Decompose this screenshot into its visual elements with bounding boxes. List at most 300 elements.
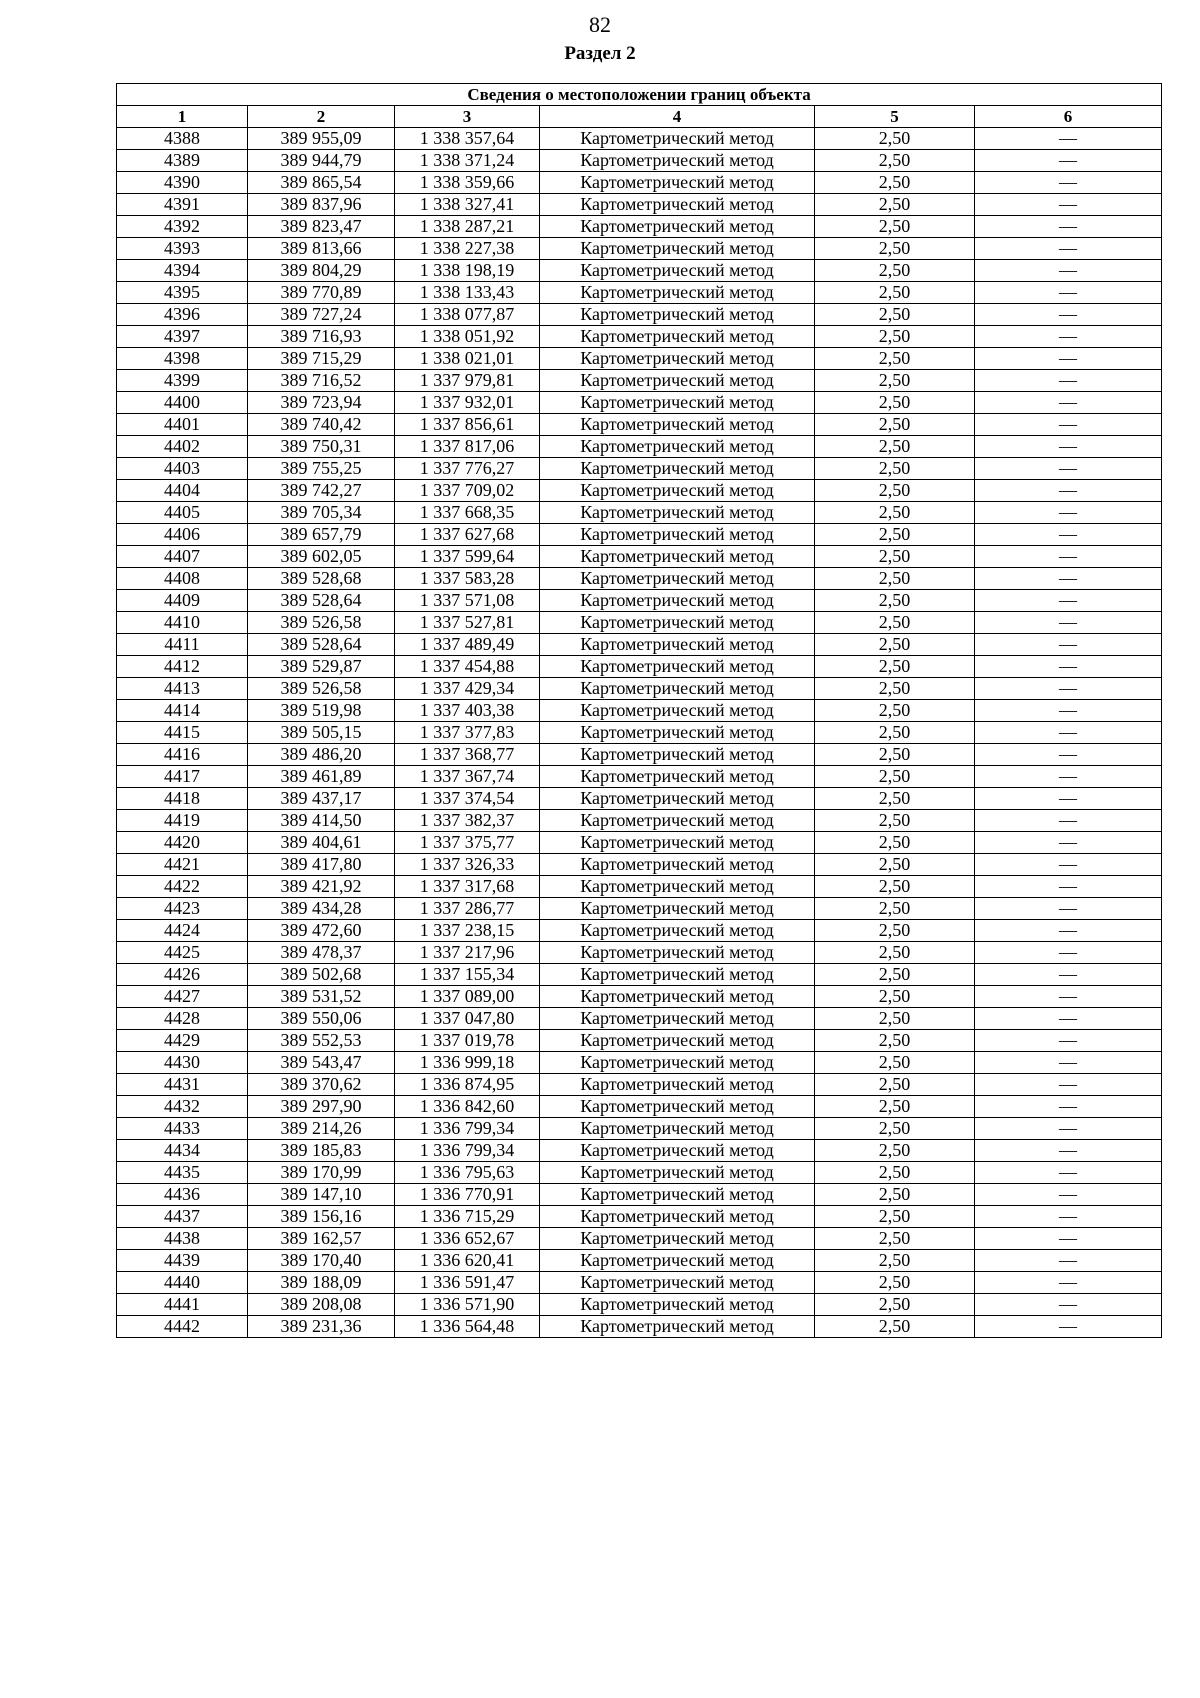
description-cell: — (975, 326, 1162, 348)
x-coordinate-cell: 389 770,89 (248, 282, 395, 304)
method-cell: Картометрический метод (540, 524, 815, 546)
description-cell: — (975, 1316, 1162, 1338)
method-cell: Картометрический метод (540, 1184, 815, 1206)
method-cell: Картометрический метод (540, 568, 815, 590)
x-coordinate-cell: 389 755,25 (248, 458, 395, 480)
description-cell: — (975, 458, 1162, 480)
description-cell: — (975, 150, 1162, 172)
point-number-cell: 4390 (117, 172, 248, 194)
x-coordinate-cell: 389 231,36 (248, 1316, 395, 1338)
x-coordinate-cell: 389 526,58 (248, 678, 395, 700)
x-coordinate-cell: 389 955,09 (248, 128, 395, 150)
precision-cell: 2,50 (815, 194, 975, 216)
precision-cell: 2,50 (815, 348, 975, 370)
description-cell: — (975, 1250, 1162, 1272)
x-coordinate-cell: 389 162,57 (248, 1228, 395, 1250)
precision-cell: 2,50 (815, 1074, 975, 1096)
method-cell: Картометрический метод (540, 546, 815, 568)
table-row (117, 920, 1162, 942)
point-number-cell: 4437 (117, 1206, 248, 1228)
method-cell: Картометрический метод (540, 414, 815, 436)
description-cell: — (975, 238, 1162, 260)
point-number-cell: 4412 (117, 656, 248, 678)
table-row (117, 392, 1162, 414)
method-cell: Картометрический метод (540, 612, 815, 634)
point-number-cell: 4434 (117, 1140, 248, 1162)
y-coordinate-cell: 1 338 198,19 (395, 260, 540, 282)
precision-cell: 2,50 (815, 1008, 975, 1030)
y-coordinate-cell: 1 337 375,77 (395, 832, 540, 854)
table-row (117, 678, 1162, 700)
point-number-cell: 4426 (117, 964, 248, 986)
method-cell: Картометрический метод (540, 1294, 815, 1316)
page-number: 82 (589, 12, 611, 37)
method-cell: Картометрический метод (540, 1206, 815, 1228)
point-number-cell: 4424 (117, 920, 248, 942)
x-coordinate-cell: 389 804,29 (248, 260, 395, 282)
x-coordinate-cell: 389 147,10 (248, 1184, 395, 1206)
table-row (117, 700, 1162, 722)
table-row (117, 1030, 1162, 1052)
y-coordinate-cell: 1 336 874,95 (395, 1074, 540, 1096)
x-coordinate-cell: 389 528,64 (248, 590, 395, 612)
description-cell: — (975, 414, 1162, 436)
x-coordinate-cell: 389 750,31 (248, 436, 395, 458)
precision-cell: 2,50 (815, 876, 975, 898)
description-cell: — (975, 766, 1162, 788)
y-coordinate-cell: 1 336 652,67 (395, 1228, 540, 1250)
description-cell: — (975, 634, 1162, 656)
table-row (117, 634, 1162, 656)
point-number-cell: 4435 (117, 1162, 248, 1184)
method-cell: Картометрический метод (540, 282, 815, 304)
table-row (117, 502, 1162, 524)
description-cell: — (975, 304, 1162, 326)
y-coordinate-cell: 1 338 371,24 (395, 150, 540, 172)
y-coordinate-cell: 1 336 715,29 (395, 1206, 540, 1228)
y-coordinate-cell: 1 337 019,78 (395, 1030, 540, 1052)
table-row (117, 1008, 1162, 1030)
method-cell: Картометрический метод (540, 1316, 815, 1338)
method-cell: Картометрический метод (540, 964, 815, 986)
table-row (117, 150, 1162, 172)
y-coordinate-cell: 1 337 374,54 (395, 788, 540, 810)
precision-cell: 2,50 (815, 832, 975, 854)
point-number-cell: 4430 (117, 1052, 248, 1074)
x-coordinate-cell: 389 716,93 (248, 326, 395, 348)
precision-cell: 2,50 (815, 1052, 975, 1074)
point-number-cell: 4396 (117, 304, 248, 326)
y-coordinate-cell: 1 338 077,87 (395, 304, 540, 326)
description-cell: — (975, 194, 1162, 216)
y-coordinate-cell: 1 337 217,96 (395, 942, 540, 964)
point-number-cell: 4425 (117, 942, 248, 964)
precision-cell: 2,50 (815, 986, 975, 1008)
method-cell: Картометрический метод (540, 502, 815, 524)
method-cell: Картометрический метод (540, 238, 815, 260)
column-header: 6 (975, 106, 1162, 128)
y-coordinate-cell: 1 337 668,35 (395, 502, 540, 524)
y-coordinate-cell: 1 337 599,64 (395, 546, 540, 568)
x-coordinate-cell: 389 837,96 (248, 194, 395, 216)
table-row (117, 260, 1162, 282)
x-coordinate-cell: 389 170,99 (248, 1162, 395, 1184)
y-coordinate-cell: 1 337 317,68 (395, 876, 540, 898)
description-cell: — (975, 590, 1162, 612)
table-row (117, 128, 1162, 150)
x-coordinate-cell: 389 543,47 (248, 1052, 395, 1074)
column-header: 4 (540, 106, 815, 128)
y-coordinate-cell: 1 337 286,77 (395, 898, 540, 920)
description-cell: — (975, 612, 1162, 634)
x-coordinate-cell: 389 502,68 (248, 964, 395, 986)
table-caption-row (117, 84, 1162, 106)
x-coordinate-cell: 389 865,54 (248, 172, 395, 194)
precision-cell: 2,50 (815, 216, 975, 238)
y-coordinate-cell: 1 338 287,21 (395, 216, 540, 238)
description-cell: — (975, 854, 1162, 876)
y-coordinate-cell: 1 337 382,37 (395, 810, 540, 832)
table-row (117, 986, 1162, 1008)
y-coordinate-cell: 1 336 795,63 (395, 1162, 540, 1184)
point-number-cell: 4440 (117, 1272, 248, 1294)
precision-cell: 2,50 (815, 1228, 975, 1250)
y-coordinate-cell: 1 338 357,64 (395, 128, 540, 150)
method-cell: Картометрический метод (540, 348, 815, 370)
precision-cell: 2,50 (815, 436, 975, 458)
precision-cell: 2,50 (815, 722, 975, 744)
y-coordinate-cell: 1 338 359,66 (395, 172, 540, 194)
precision-cell: 2,50 (815, 612, 975, 634)
precision-cell: 2,50 (815, 238, 975, 260)
description-cell: — (975, 810, 1162, 832)
description-cell: — (975, 524, 1162, 546)
y-coordinate-cell: 1 336 564,48 (395, 1316, 540, 1338)
x-coordinate-cell: 389 486,20 (248, 744, 395, 766)
y-coordinate-cell: 1 337 368,77 (395, 744, 540, 766)
method-cell: Картометрический метод (540, 876, 815, 898)
y-coordinate-cell: 1 337 627,68 (395, 524, 540, 546)
description-cell: — (975, 1096, 1162, 1118)
precision-cell: 2,50 (815, 920, 975, 942)
precision-cell: 2,50 (815, 480, 975, 502)
method-cell: Картометрический метод (540, 304, 815, 326)
method-cell: Картометрический метод (540, 854, 815, 876)
description-cell: — (975, 1206, 1162, 1228)
point-number-cell: 4399 (117, 370, 248, 392)
method-cell: Картометрический метод (540, 172, 815, 194)
x-coordinate-cell: 389 657,79 (248, 524, 395, 546)
precision-cell: 2,50 (815, 634, 975, 656)
x-coordinate-cell: 389 505,15 (248, 722, 395, 744)
point-number-cell: 4392 (117, 216, 248, 238)
description-cell: — (975, 1140, 1162, 1162)
description-cell: — (975, 1184, 1162, 1206)
table-row (117, 942, 1162, 964)
table-row (117, 216, 1162, 238)
description-cell: — (975, 348, 1162, 370)
description-cell: — (975, 282, 1162, 304)
description-cell: — (975, 436, 1162, 458)
method-cell: Картометрический метод (540, 700, 815, 722)
precision-cell: 2,50 (815, 898, 975, 920)
point-number-cell: 4402 (117, 436, 248, 458)
method-cell: Картометрический метод (540, 1008, 815, 1030)
point-number-cell: 4397 (117, 326, 248, 348)
y-coordinate-cell: 1 337 367,74 (395, 766, 540, 788)
x-coordinate-cell: 389 461,89 (248, 766, 395, 788)
point-number-cell: 4420 (117, 832, 248, 854)
method-cell: Картометрический метод (540, 1162, 815, 1184)
precision-cell: 2,50 (815, 172, 975, 194)
table-row (117, 832, 1162, 854)
point-number-cell: 4442 (117, 1316, 248, 1338)
table-row (117, 854, 1162, 876)
method-cell: Картометрический метод (540, 634, 815, 656)
x-coordinate-cell: 389 727,24 (248, 304, 395, 326)
table-row (117, 480, 1162, 502)
table-row (117, 172, 1162, 194)
x-coordinate-cell: 389 813,66 (248, 238, 395, 260)
description-cell: — (975, 1008, 1162, 1030)
method-cell: Картометрический метод (540, 480, 815, 502)
y-coordinate-cell: 1 337 583,28 (395, 568, 540, 590)
point-number-cell: 4394 (117, 260, 248, 282)
table-row (117, 1118, 1162, 1140)
precision-cell: 2,50 (815, 414, 975, 436)
table-row (117, 612, 1162, 634)
table-row (117, 656, 1162, 678)
point-number-cell: 4428 (117, 1008, 248, 1030)
table-row (117, 458, 1162, 480)
table-row (117, 414, 1162, 436)
x-coordinate-cell: 389 297,90 (248, 1096, 395, 1118)
table-row (117, 1272, 1162, 1294)
x-coordinate-cell: 389 742,27 (248, 480, 395, 502)
description-cell: — (975, 986, 1162, 1008)
y-coordinate-cell: 1 337 047,80 (395, 1008, 540, 1030)
precision-cell: 2,50 (815, 1294, 975, 1316)
description-cell: — (975, 546, 1162, 568)
y-coordinate-cell: 1 338 051,92 (395, 326, 540, 348)
method-cell: Картометрический метод (540, 1228, 815, 1250)
precision-cell: 2,50 (815, 700, 975, 722)
table-row (117, 1140, 1162, 1162)
description-cell: — (975, 898, 1162, 920)
boundary-coordinates-table (116, 83, 1162, 1338)
description-cell: — (975, 480, 1162, 502)
method-cell: Картометрический метод (540, 150, 815, 172)
table-body (117, 128, 1162, 1338)
description-cell: — (975, 700, 1162, 722)
point-number-cell: 4414 (117, 700, 248, 722)
section-title: Раздел 2 (564, 43, 636, 64)
point-number-cell: 4395 (117, 282, 248, 304)
point-number-cell: 4413 (117, 678, 248, 700)
y-coordinate-cell: 1 338 021,01 (395, 348, 540, 370)
precision-cell: 2,50 (815, 502, 975, 524)
column-header: 2 (248, 106, 395, 128)
y-coordinate-cell: 1 337 979,81 (395, 370, 540, 392)
method-cell: Картометрический метод (540, 370, 815, 392)
y-coordinate-cell: 1 337 527,81 (395, 612, 540, 634)
y-coordinate-cell: 1 336 571,90 (395, 1294, 540, 1316)
method-cell: Картометрический метод (540, 128, 815, 150)
x-coordinate-cell: 389 208,08 (248, 1294, 395, 1316)
description-cell: — (975, 1052, 1162, 1074)
description-cell: — (975, 392, 1162, 414)
description-cell: — (975, 1228, 1162, 1250)
precision-cell: 2,50 (815, 1250, 975, 1272)
x-coordinate-cell: 389 170,40 (248, 1250, 395, 1272)
x-coordinate-cell: 389 434,28 (248, 898, 395, 920)
table-row (117, 1250, 1162, 1272)
point-number-cell: 4431 (117, 1074, 248, 1096)
precision-cell: 2,50 (815, 150, 975, 172)
method-cell: Картометрический метод (540, 656, 815, 678)
x-coordinate-cell: 389 437,17 (248, 788, 395, 810)
y-coordinate-cell: 1 336 620,41 (395, 1250, 540, 1272)
method-cell: Картометрический метод (540, 326, 815, 348)
point-number-cell: 4407 (117, 546, 248, 568)
description-cell: — (975, 832, 1162, 854)
point-number-cell: 4398 (117, 348, 248, 370)
precision-cell: 2,50 (815, 678, 975, 700)
y-coordinate-cell: 1 337 377,83 (395, 722, 540, 744)
table-row (117, 744, 1162, 766)
y-coordinate-cell: 1 337 326,33 (395, 854, 540, 876)
description-cell: — (975, 744, 1162, 766)
x-coordinate-cell: 389 823,47 (248, 216, 395, 238)
point-number-cell: 4417 (117, 766, 248, 788)
method-cell: Картометрический метод (540, 1096, 815, 1118)
point-number-cell: 4409 (117, 590, 248, 612)
x-coordinate-cell: 389 472,60 (248, 920, 395, 942)
table-row (117, 1228, 1162, 1250)
point-number-cell: 4389 (117, 150, 248, 172)
point-number-cell: 4415 (117, 722, 248, 744)
table-row (117, 1096, 1162, 1118)
x-coordinate-cell: 389 529,87 (248, 656, 395, 678)
table-row (117, 568, 1162, 590)
precision-cell: 2,50 (815, 1316, 975, 1338)
method-cell: Картометрический метод (540, 1272, 815, 1294)
y-coordinate-cell: 1 337 454,88 (395, 656, 540, 678)
method-cell: Картометрический метод (540, 1118, 815, 1140)
point-number-cell: 4416 (117, 744, 248, 766)
x-coordinate-cell: 389 528,68 (248, 568, 395, 590)
point-number-cell: 4401 (117, 414, 248, 436)
precision-cell: 2,50 (815, 942, 975, 964)
column-header: 1 (117, 106, 248, 128)
precision-cell: 2,50 (815, 1184, 975, 1206)
y-coordinate-cell: 1 337 089,00 (395, 986, 540, 1008)
y-coordinate-cell: 1 336 842,60 (395, 1096, 540, 1118)
x-coordinate-cell: 389 740,42 (248, 414, 395, 436)
table-row (117, 876, 1162, 898)
point-number-cell: 4419 (117, 810, 248, 832)
precision-cell: 2,50 (815, 590, 975, 612)
point-number-cell: 4429 (117, 1030, 248, 1052)
point-number-cell: 4418 (117, 788, 248, 810)
precision-cell: 2,50 (815, 1206, 975, 1228)
description-cell: — (975, 568, 1162, 590)
point-number-cell: 4404 (117, 480, 248, 502)
x-coordinate-cell: 389 214,26 (248, 1118, 395, 1140)
description-cell: — (975, 1272, 1162, 1294)
point-number-cell: 4393 (117, 238, 248, 260)
x-coordinate-cell: 389 188,09 (248, 1272, 395, 1294)
table-row (117, 326, 1162, 348)
column-header: 3 (395, 106, 540, 128)
method-cell: Картометрический метод (540, 392, 815, 414)
precision-cell: 2,50 (815, 546, 975, 568)
point-number-cell: 4391 (117, 194, 248, 216)
description-cell: — (975, 260, 1162, 282)
method-cell: Картометрический метод (540, 744, 815, 766)
precision-cell: 2,50 (815, 744, 975, 766)
x-coordinate-cell: 389 421,92 (248, 876, 395, 898)
description-cell: — (975, 172, 1162, 194)
x-coordinate-cell: 389 723,94 (248, 392, 395, 414)
method-cell: Картометрический метод (540, 898, 815, 920)
table-row (117, 964, 1162, 986)
y-coordinate-cell: 1 338 327,41 (395, 194, 540, 216)
precision-cell: 2,50 (815, 282, 975, 304)
x-coordinate-cell: 389 528,64 (248, 634, 395, 656)
precision-cell: 2,50 (815, 854, 975, 876)
table-row (117, 722, 1162, 744)
table-row (117, 766, 1162, 788)
point-number-cell: 4423 (117, 898, 248, 920)
x-coordinate-cell: 389 404,61 (248, 832, 395, 854)
table-row (117, 898, 1162, 920)
description-cell: — (975, 876, 1162, 898)
precision-cell: 2,50 (815, 392, 975, 414)
description-cell: — (975, 1162, 1162, 1184)
precision-cell: 2,50 (815, 458, 975, 480)
precision-cell: 2,50 (815, 1118, 975, 1140)
table-row (117, 1206, 1162, 1228)
precision-cell: 2,50 (815, 788, 975, 810)
point-number-cell: 4441 (117, 1294, 248, 1316)
description-cell: — (975, 964, 1162, 986)
y-coordinate-cell: 1 337 155,34 (395, 964, 540, 986)
y-coordinate-cell: 1 337 571,08 (395, 590, 540, 612)
table-row (117, 436, 1162, 458)
y-coordinate-cell: 1 337 776,27 (395, 458, 540, 480)
description-cell: — (975, 502, 1162, 524)
method-cell: Картометрический метод (540, 216, 815, 238)
method-cell: Картометрический метод (540, 1250, 815, 1272)
y-coordinate-cell: 1 338 227,38 (395, 238, 540, 260)
y-coordinate-cell: 1 338 133,43 (395, 282, 540, 304)
precision-cell: 2,50 (815, 1140, 975, 1162)
table-header-row (117, 106, 1162, 128)
description-cell: — (975, 216, 1162, 238)
table-row (117, 304, 1162, 326)
description-cell: — (975, 942, 1162, 964)
x-coordinate-cell: 389 185,83 (248, 1140, 395, 1162)
y-coordinate-cell: 1 337 489,49 (395, 634, 540, 656)
y-coordinate-cell: 1 337 817,06 (395, 436, 540, 458)
precision-cell: 2,50 (815, 128, 975, 150)
precision-cell: 2,50 (815, 568, 975, 590)
table-row (117, 1316, 1162, 1338)
precision-cell: 2,50 (815, 1096, 975, 1118)
point-number-cell: 4411 (117, 634, 248, 656)
method-cell: Картометрический метод (540, 458, 815, 480)
